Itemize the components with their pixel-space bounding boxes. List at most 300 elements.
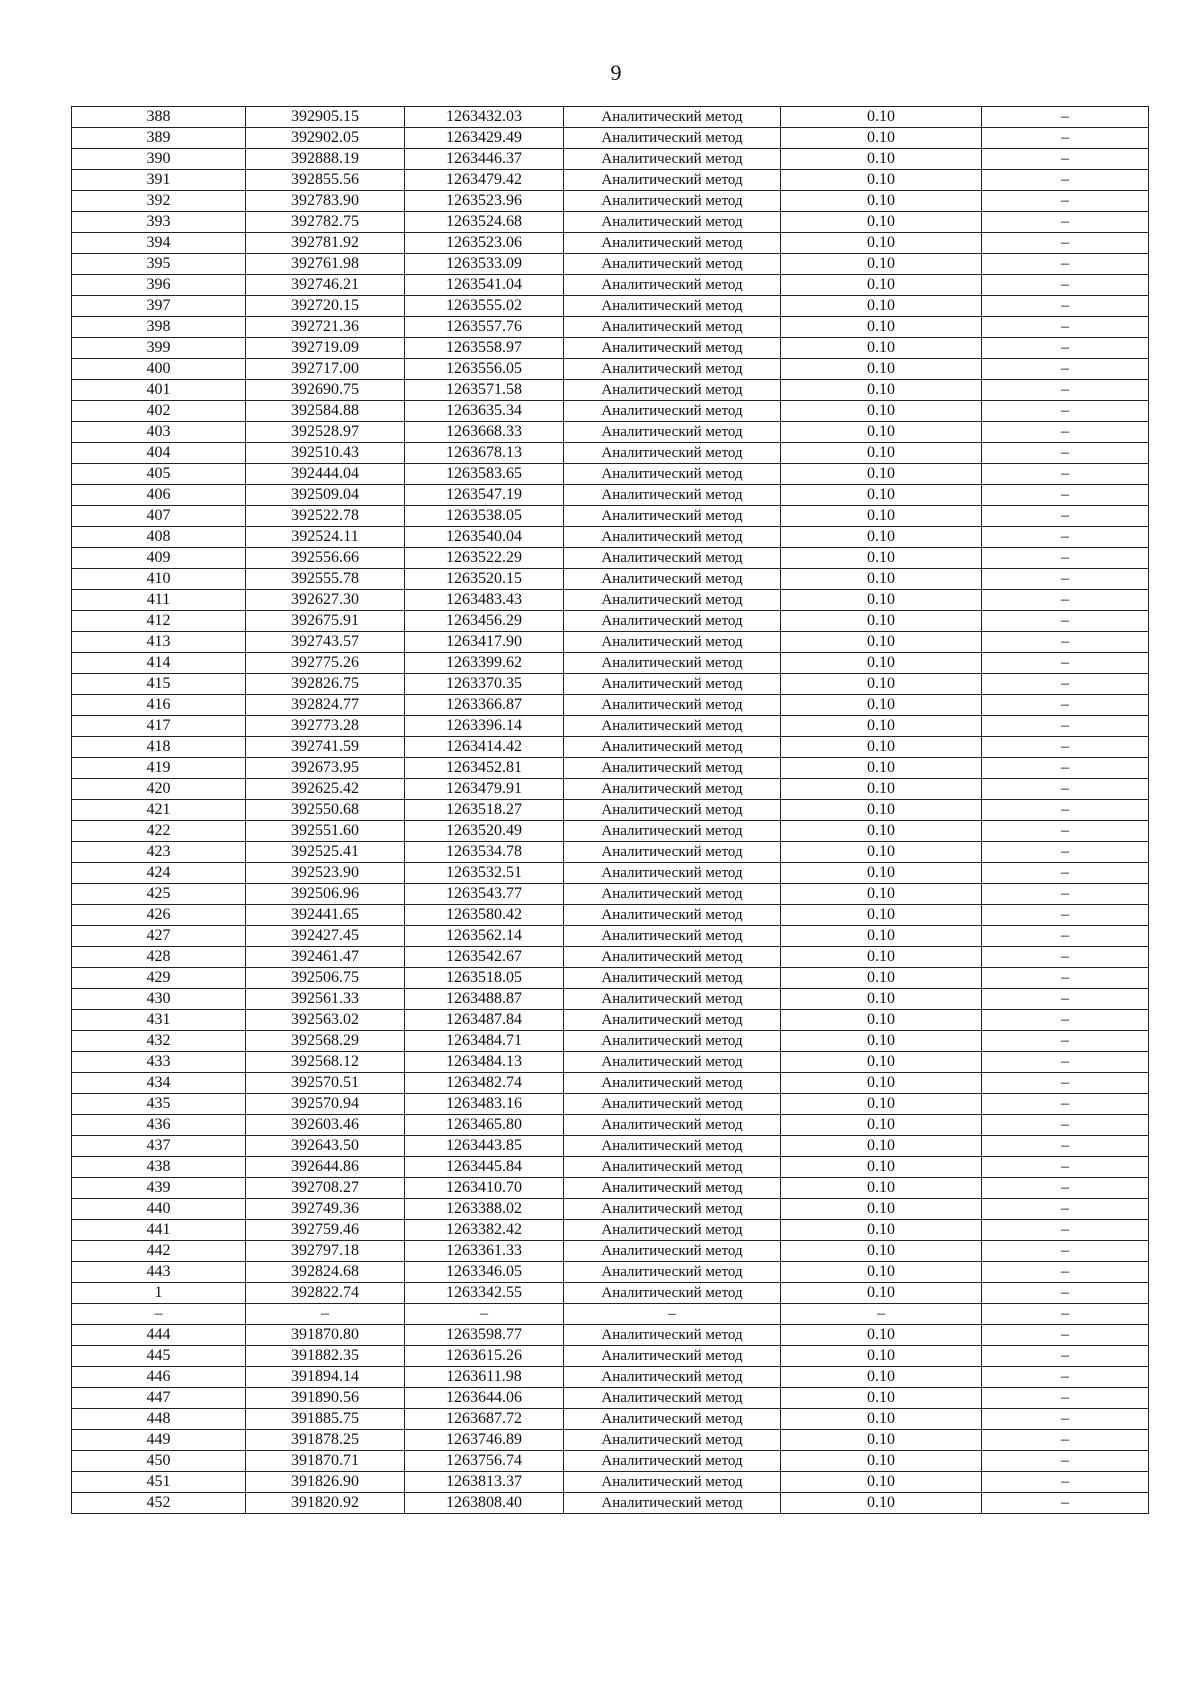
y-coordinate-cell: 1263644.06 <box>405 1388 564 1409</box>
y-coordinate-cell: 1263615.26 <box>405 1346 564 1367</box>
y-coordinate-cell: 1263483.43 <box>405 590 564 611</box>
x-coordinate-cell: 392561.33 <box>246 989 405 1010</box>
x-coordinate-cell: 392905.15 <box>246 107 405 128</box>
x-coordinate-cell: 392584.88 <box>246 401 405 422</box>
note-cell: – <box>982 1031 1149 1052</box>
y-coordinate-cell: 1263456.29 <box>405 611 564 632</box>
table-row <box>72 359 1149 380</box>
point-number-cell: 410 <box>72 569 246 590</box>
x-coordinate-cell: 392797.18 <box>246 1241 405 1262</box>
point-number-cell: 433 <box>72 1052 246 1073</box>
method-cell: Аналитический метод <box>564 485 781 506</box>
point-number-cell: 447 <box>72 1388 246 1409</box>
point-number-cell: 414 <box>72 653 246 674</box>
page-number: 9 <box>610 60 622 85</box>
point-number-cell: 424 <box>72 863 246 884</box>
x-coordinate-cell: 392761.98 <box>246 254 405 275</box>
method-cell: Аналитический метод <box>564 989 781 1010</box>
x-coordinate-cell: 392743.57 <box>246 632 405 653</box>
table-row <box>72 1157 1149 1178</box>
note-cell: – <box>982 275 1149 296</box>
table-row <box>72 842 1149 863</box>
table-row <box>72 422 1149 443</box>
method-cell: Аналитический метод <box>564 254 781 275</box>
point-number-cell: 425 <box>72 884 246 905</box>
note-cell: – <box>982 506 1149 527</box>
accuracy-cell: 0.10 <box>781 485 982 506</box>
point-number-cell: 452 <box>72 1493 246 1514</box>
point-number-cell: 388 <box>72 107 246 128</box>
method-cell: Аналитический метод <box>564 1262 781 1283</box>
table-row <box>72 863 1149 884</box>
note-cell: – <box>982 485 1149 506</box>
y-coordinate-cell: 1263558.97 <box>405 338 564 359</box>
point-number-cell: 402 <box>72 401 246 422</box>
y-coordinate-cell: 1263482.74 <box>405 1073 564 1094</box>
accuracy-cell: 0.10 <box>781 1472 982 1493</box>
x-coordinate-cell: 392555.78 <box>246 569 405 590</box>
point-number-cell: 405 <box>72 464 246 485</box>
point-number-cell: 441 <box>72 1220 246 1241</box>
method-cell: Аналитический метод <box>564 842 781 863</box>
accuracy-cell: 0.10 <box>781 989 982 1010</box>
accuracy-cell: 0.10 <box>781 1220 982 1241</box>
note-cell: – <box>982 947 1149 968</box>
method-cell: Аналитический метод <box>564 653 781 674</box>
accuracy-cell: 0.10 <box>781 107 982 128</box>
table-row <box>72 170 1149 191</box>
note-cell: – <box>982 443 1149 464</box>
note-cell: – <box>982 1094 1149 1115</box>
method-cell: Аналитический метод <box>564 947 781 968</box>
x-coordinate-cell: 392556.66 <box>246 548 405 569</box>
point-number-cell: 431 <box>72 1010 246 1031</box>
table-row <box>72 443 1149 464</box>
table-row <box>72 1010 1149 1031</box>
x-coordinate-cell: 392627.30 <box>246 590 405 611</box>
y-coordinate-cell: 1263687.72 <box>405 1409 564 1430</box>
accuracy-cell: 0.10 <box>781 338 982 359</box>
accuracy-cell: 0.10 <box>781 1346 982 1367</box>
method-cell: Аналитический метод <box>564 275 781 296</box>
y-coordinate-cell: 1263429.49 <box>405 128 564 149</box>
y-coordinate-cell: 1263479.91 <box>405 779 564 800</box>
y-coordinate-cell: 1263520.15 <box>405 569 564 590</box>
table-row <box>72 800 1149 821</box>
accuracy-cell: 0.10 <box>781 1388 982 1409</box>
table-row <box>72 1262 1149 1283</box>
table-row <box>72 548 1149 569</box>
note-cell: – <box>982 779 1149 800</box>
accuracy-cell: 0.10 <box>781 947 982 968</box>
method-cell: Аналитический метод <box>564 401 781 422</box>
table-row <box>72 1325 1149 1346</box>
point-number-cell: 419 <box>72 758 246 779</box>
note-cell: – <box>982 905 1149 926</box>
note-cell: – <box>982 191 1149 212</box>
table-row <box>72 1388 1149 1409</box>
table-row <box>72 1346 1149 1367</box>
table-row <box>72 254 1149 275</box>
y-coordinate-cell: 1263479.42 <box>405 170 564 191</box>
x-coordinate-cell: 392826.75 <box>246 674 405 695</box>
x-coordinate-cell: 392746.21 <box>246 275 405 296</box>
table-row <box>72 296 1149 317</box>
y-coordinate-cell: 1263465.80 <box>405 1115 564 1136</box>
table-row <box>72 464 1149 485</box>
table-row <box>72 1367 1149 1388</box>
point-number-cell: 412 <box>72 611 246 632</box>
note-cell: – <box>982 212 1149 233</box>
table-row <box>72 485 1149 506</box>
y-coordinate-cell: 1263598.77 <box>405 1325 564 1346</box>
note-cell: – <box>982 149 1149 170</box>
point-number-cell: 400 <box>72 359 246 380</box>
method-cell: Аналитический метод <box>564 968 781 989</box>
table-row <box>72 1304 1149 1325</box>
point-number-cell: 449 <box>72 1430 246 1451</box>
point-number-cell: 429 <box>72 968 246 989</box>
table-row <box>72 1178 1149 1199</box>
table-row <box>72 1430 1149 1451</box>
method-cell: Аналитический метод <box>564 863 781 884</box>
y-coordinate-cell: 1263532.51 <box>405 863 564 884</box>
x-coordinate-cell: 391890.56 <box>246 1388 405 1409</box>
note-cell: – <box>982 1136 1149 1157</box>
x-coordinate-cell: 391882.35 <box>246 1346 405 1367</box>
accuracy-cell: 0.10 <box>781 1241 982 1262</box>
note-cell: – <box>982 296 1149 317</box>
accuracy-cell: 0.10 <box>781 275 982 296</box>
table-row <box>72 947 1149 968</box>
accuracy-cell: 0.10 <box>781 149 982 170</box>
table-row <box>72 1241 1149 1262</box>
method-cell: Аналитический метод <box>564 1220 781 1241</box>
note-cell: – <box>982 464 1149 485</box>
x-coordinate-cell: 392824.77 <box>246 695 405 716</box>
table-row <box>72 1493 1149 1514</box>
note-cell: – <box>982 800 1149 821</box>
note-cell: – <box>982 359 1149 380</box>
y-coordinate-cell: 1263668.33 <box>405 422 564 443</box>
table-row <box>72 233 1149 254</box>
note-cell: – <box>982 968 1149 989</box>
accuracy-cell: 0.10 <box>781 359 982 380</box>
note-cell: – <box>982 590 1149 611</box>
point-number-cell: 420 <box>72 779 246 800</box>
accuracy-cell: 0.10 <box>781 1178 982 1199</box>
y-coordinate-cell: 1263541.04 <box>405 275 564 296</box>
accuracy-cell: 0.10 <box>781 1325 982 1346</box>
point-number-cell: 428 <box>72 947 246 968</box>
y-coordinate-cell: 1263443.85 <box>405 1136 564 1157</box>
point-number-cell: 417 <box>72 716 246 737</box>
method-cell: Аналитический метод <box>564 1241 781 1262</box>
point-number-cell: 393 <box>72 212 246 233</box>
note-cell: – <box>982 548 1149 569</box>
y-coordinate-cell: 1263399.62 <box>405 653 564 674</box>
accuracy-cell: 0.10 <box>781 401 982 422</box>
note-cell: – <box>982 1283 1149 1304</box>
method-cell: Аналитический метод <box>564 884 781 905</box>
table-row <box>72 758 1149 779</box>
accuracy-cell: 0.10 <box>781 842 982 863</box>
note-cell: – <box>982 401 1149 422</box>
point-number-cell: – <box>72 1304 246 1325</box>
x-coordinate-cell: 392625.42 <box>246 779 405 800</box>
x-coordinate-cell: 392603.46 <box>246 1115 405 1136</box>
y-coordinate-cell: 1263562.14 <box>405 926 564 947</box>
accuracy-cell: 0.10 <box>781 1409 982 1430</box>
method-cell: Аналитический метод <box>564 338 781 359</box>
note-cell: – <box>982 884 1149 905</box>
accuracy-cell: – <box>781 1304 982 1325</box>
method-cell: Аналитический метод <box>564 1178 781 1199</box>
table-row <box>72 212 1149 233</box>
table-row <box>72 149 1149 170</box>
method-cell: Аналитический метод <box>564 422 781 443</box>
method-cell: Аналитический метод <box>564 1094 781 1115</box>
point-number-cell: 416 <box>72 695 246 716</box>
method-cell: Аналитический метод <box>564 1031 781 1052</box>
method-cell: Аналитический метод <box>564 149 781 170</box>
note-cell: – <box>982 1262 1149 1283</box>
point-number-cell: 403 <box>72 422 246 443</box>
x-coordinate-cell: 392444.04 <box>246 464 405 485</box>
point-number-cell: 404 <box>72 443 246 464</box>
y-coordinate-cell: 1263542.67 <box>405 947 564 968</box>
table-row <box>72 1052 1149 1073</box>
x-coordinate-cell: 392721.36 <box>246 317 405 338</box>
y-coordinate-cell: 1263370.35 <box>405 674 564 695</box>
method-cell: Аналитический метод <box>564 1451 781 1472</box>
note-cell: – <box>982 317 1149 338</box>
coordinates-table <box>71 106 1149 1514</box>
point-number-cell: 432 <box>72 1031 246 1052</box>
note-cell: – <box>982 1220 1149 1241</box>
note-cell: – <box>982 1115 1149 1136</box>
accuracy-cell: 0.10 <box>781 422 982 443</box>
table-row <box>72 1094 1149 1115</box>
accuracy-cell: 0.10 <box>781 1262 982 1283</box>
table-row <box>72 884 1149 905</box>
x-coordinate-cell: 391820.92 <box>246 1493 405 1514</box>
point-number-cell: 422 <box>72 821 246 842</box>
method-cell: Аналитический метод <box>564 317 781 338</box>
note-cell: – <box>982 737 1149 758</box>
x-coordinate-cell: 392528.97 <box>246 422 405 443</box>
note-cell: – <box>982 1304 1149 1325</box>
table-row <box>72 632 1149 653</box>
y-coordinate-cell: 1263484.71 <box>405 1031 564 1052</box>
point-number-cell: 443 <box>72 1262 246 1283</box>
accuracy-cell: 0.10 <box>781 254 982 275</box>
note-cell: – <box>982 674 1149 695</box>
x-coordinate-cell: 392741.59 <box>246 737 405 758</box>
accuracy-cell: 0.10 <box>781 1493 982 1514</box>
accuracy-cell: 0.10 <box>781 170 982 191</box>
y-coordinate-cell: 1263452.81 <box>405 758 564 779</box>
accuracy-cell: 0.10 <box>781 1052 982 1073</box>
point-number-cell: 397 <box>72 296 246 317</box>
point-number-cell: 436 <box>72 1115 246 1136</box>
table-row <box>72 380 1149 401</box>
note-cell: – <box>982 758 1149 779</box>
note-cell: – <box>982 821 1149 842</box>
y-coordinate-cell: 1263414.42 <box>405 737 564 758</box>
x-coordinate-cell: 392506.96 <box>246 884 405 905</box>
point-number-cell: 409 <box>72 548 246 569</box>
method-cell: Аналитический метод <box>564 1283 781 1304</box>
accuracy-cell: 0.10 <box>781 1157 982 1178</box>
method-cell: Аналитический метод <box>564 1409 781 1430</box>
table-row <box>72 401 1149 422</box>
accuracy-cell: 0.10 <box>781 548 982 569</box>
method-cell: Аналитический метод <box>564 128 781 149</box>
note-cell: – <box>982 107 1149 128</box>
method-cell: Аналитический метод <box>564 926 781 947</box>
x-coordinate-cell: 392675.91 <box>246 611 405 632</box>
point-number-cell: 444 <box>72 1325 246 1346</box>
accuracy-cell: 0.10 <box>781 590 982 611</box>
method-cell: Аналитический метод <box>564 800 781 821</box>
method-cell: Аналитический метод <box>564 632 781 653</box>
method-cell: Аналитический метод <box>564 905 781 926</box>
note-cell: – <box>982 1241 1149 1262</box>
method-cell: Аналитический метод <box>564 1388 781 1409</box>
note-cell: – <box>982 611 1149 632</box>
point-number-cell: 401 <box>72 380 246 401</box>
y-coordinate-cell: 1263432.03 <box>405 107 564 128</box>
y-coordinate-cell: 1263538.05 <box>405 506 564 527</box>
accuracy-cell: 0.10 <box>781 863 982 884</box>
method-cell: Аналитический метод <box>564 569 781 590</box>
point-number-cell: 446 <box>72 1367 246 1388</box>
y-coordinate-cell: 1263547.19 <box>405 485 564 506</box>
table-row <box>72 1409 1149 1430</box>
method-cell: Аналитический метод <box>564 1346 781 1367</box>
point-number-cell: 423 <box>72 842 246 863</box>
method-cell: Аналитический метод <box>564 1493 781 1514</box>
x-coordinate-cell: 392781.92 <box>246 233 405 254</box>
x-coordinate-cell: 391870.80 <box>246 1325 405 1346</box>
note-cell: – <box>982 1472 1149 1493</box>
y-coordinate-cell: 1263446.37 <box>405 149 564 170</box>
x-coordinate-cell: 392708.27 <box>246 1178 405 1199</box>
accuracy-cell: 0.10 <box>781 1115 982 1136</box>
method-cell: Аналитический метод <box>564 191 781 212</box>
note-cell: – <box>982 1367 1149 1388</box>
method-cell: Аналитический метод <box>564 716 781 737</box>
table-row <box>72 1199 1149 1220</box>
accuracy-cell: 0.10 <box>781 506 982 527</box>
accuracy-cell: 0.10 <box>781 905 982 926</box>
point-number-cell: 437 <box>72 1136 246 1157</box>
y-coordinate-cell: 1263522.29 <box>405 548 564 569</box>
y-coordinate-cell: – <box>405 1304 564 1325</box>
table-row <box>72 1031 1149 1052</box>
x-coordinate-cell: 392720.15 <box>246 296 405 317</box>
table-row <box>72 107 1149 128</box>
x-coordinate-cell: 392510.43 <box>246 443 405 464</box>
y-coordinate-cell: 1263534.78 <box>405 842 564 863</box>
accuracy-cell: 0.10 <box>781 1031 982 1052</box>
y-coordinate-cell: 1263813.37 <box>405 1472 564 1493</box>
method-cell: Аналитический метод <box>564 695 781 716</box>
x-coordinate-cell: 392568.12 <box>246 1052 405 1073</box>
table-row <box>72 1115 1149 1136</box>
table-row <box>72 527 1149 548</box>
point-number-cell: 398 <box>72 317 246 338</box>
y-coordinate-cell: 1263483.16 <box>405 1094 564 1115</box>
point-number-cell: 448 <box>72 1409 246 1430</box>
x-coordinate-cell: 392506.75 <box>246 968 405 989</box>
accuracy-cell: 0.10 <box>781 1430 982 1451</box>
point-number-cell: 421 <box>72 800 246 821</box>
point-number-cell: 408 <box>72 527 246 548</box>
x-coordinate-cell: 392563.02 <box>246 1010 405 1031</box>
y-coordinate-cell: 1263523.06 <box>405 233 564 254</box>
accuracy-cell: 0.10 <box>781 128 982 149</box>
table-row <box>72 989 1149 1010</box>
method-cell: Аналитический метод <box>564 1115 781 1136</box>
accuracy-cell: 0.10 <box>781 296 982 317</box>
point-number-cell: 389 <box>72 128 246 149</box>
accuracy-cell: 0.10 <box>781 212 982 233</box>
table-row <box>72 1451 1149 1472</box>
table-row <box>72 926 1149 947</box>
point-number-cell: 399 <box>72 338 246 359</box>
x-coordinate-cell: 392568.29 <box>246 1031 405 1052</box>
y-coordinate-cell: 1263487.84 <box>405 1010 564 1031</box>
method-cell: Аналитический метод <box>564 590 781 611</box>
point-number-cell: 435 <box>72 1094 246 1115</box>
y-coordinate-cell: 1263445.84 <box>405 1157 564 1178</box>
accuracy-cell: 0.10 <box>781 443 982 464</box>
table-row <box>72 590 1149 611</box>
note-cell: – <box>982 653 1149 674</box>
accuracy-cell: 0.10 <box>781 527 982 548</box>
method-cell: Аналитический метод <box>564 380 781 401</box>
method-cell: Аналитический метод <box>564 758 781 779</box>
table-row <box>72 905 1149 926</box>
point-number-cell: 434 <box>72 1073 246 1094</box>
x-coordinate-cell: 392523.90 <box>246 863 405 884</box>
x-coordinate-cell: 392902.05 <box>246 128 405 149</box>
x-coordinate-cell: 392643.50 <box>246 1136 405 1157</box>
x-coordinate-cell: 392644.86 <box>246 1157 405 1178</box>
note-cell: – <box>982 1346 1149 1367</box>
y-coordinate-cell: 1263518.27 <box>405 800 564 821</box>
y-coordinate-cell: 1263557.76 <box>405 317 564 338</box>
note-cell: – <box>982 380 1149 401</box>
accuracy-cell: 0.10 <box>781 569 982 590</box>
y-coordinate-cell: 1263580.42 <box>405 905 564 926</box>
x-coordinate-cell: 392783.90 <box>246 191 405 212</box>
y-coordinate-cell: 1263518.05 <box>405 968 564 989</box>
method-cell: Аналитический метод <box>564 1430 781 1451</box>
point-number-cell: 418 <box>72 737 246 758</box>
table-row <box>72 737 1149 758</box>
x-coordinate-cell: 391878.25 <box>246 1430 405 1451</box>
method-cell: Аналитический метод <box>564 527 781 548</box>
x-coordinate-cell: 392749.36 <box>246 1199 405 1220</box>
note-cell: – <box>982 1430 1149 1451</box>
x-coordinate-cell: 391870.71 <box>246 1451 405 1472</box>
x-coordinate-cell: 392570.94 <box>246 1094 405 1115</box>
table-row <box>72 338 1149 359</box>
table-row <box>72 317 1149 338</box>
